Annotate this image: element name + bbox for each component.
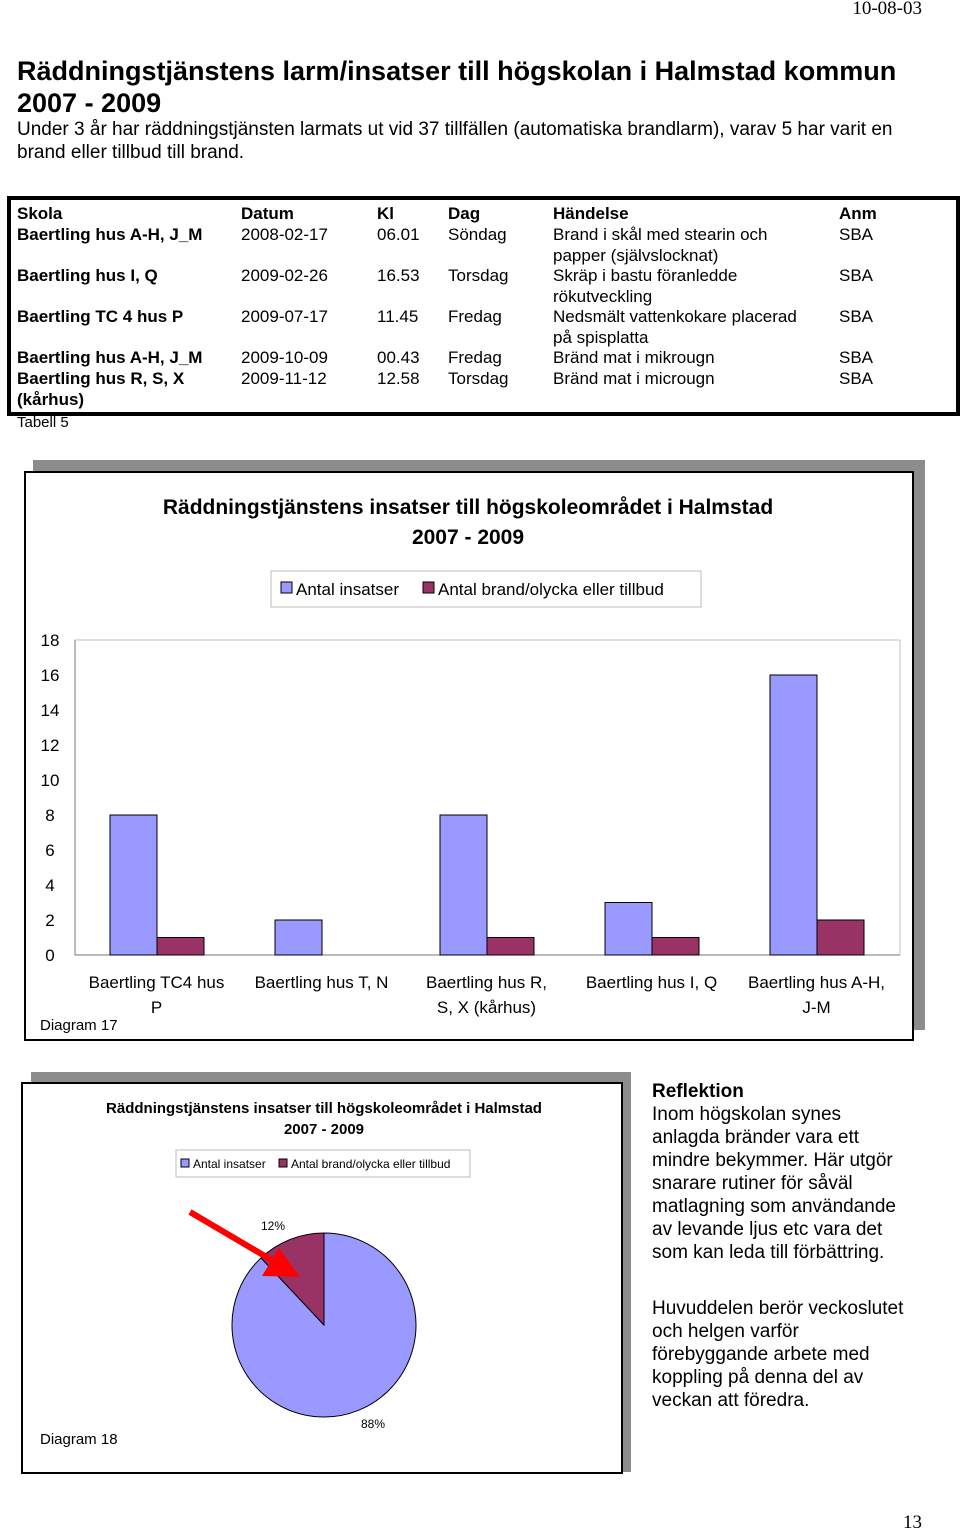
reflection-line: koppling på denna del av [652,1367,864,1388]
y-tick-label: 4 [45,876,55,895]
y-tick-label: 12 [40,736,60,755]
table-cell-anm: SBA [839,225,874,244]
reflection-line: matlagning som användande [652,1196,897,1217]
pie-legend-swatch [181,1159,189,1167]
table-header-cell: Anm [839,204,877,223]
pie-legend-label: Antal brand/olycka eller tillbud [291,1157,451,1171]
legend-swatch [423,582,434,593]
header-date: 10-08-03 [852,0,922,19]
diagram-caption: Diagram 18 [40,1431,118,1448]
x-category-label: P [150,998,163,1017]
table-cell-skola: Baertling hus A-H, J_M [17,348,203,367]
reflection-line: Huvuddelen berör veckoslutet [652,1298,904,1319]
bar-antal-insatser [110,815,157,955]
pie-chart [21,1082,623,1474]
y-tick-label: 10 [40,771,60,790]
x-category-label: Baertling hus I, Q [585,973,718,992]
bar-chart [0,460,960,1050]
table-cell-dag: Fredag [448,307,502,326]
table-cell-datum: 2009-07-17 [241,307,328,326]
pie-title-line: Räddningstjänstens insatser till högskoleområdet i Halmstad [106,1100,542,1117]
y-tick-label: 14 [40,701,60,720]
diagram-caption: Diagram 17 [40,1017,118,1034]
x-category-label: S, X (kårhus) [436,998,537,1017]
pie-legend-label: Antal insatser [193,1157,266,1171]
reflection-line: veckan att föredra. [652,1390,810,1411]
reflection-paragraph-2 [652,1297,942,1412]
bar-antal-insatser [605,903,652,956]
legend-label: Antal brand/olycka eller tillbud [438,580,664,599]
legend-label: Antal insatser [296,580,399,599]
reflection-line: anlagda bränder vara ett [652,1127,860,1148]
reflection-line: som kan leda till förbättring. [652,1242,885,1263]
table-cell-dag: Fredag [448,348,502,367]
table-cell-handelse: rökutveckling [553,287,653,306]
table-cell-kl: 16.53 [377,266,420,285]
y-tick-label: 16 [40,666,60,685]
reflection-section [652,1080,942,1264]
legend-swatch [281,582,292,593]
x-category-label: Baertling hus T, N [254,973,389,992]
bar-antal-brand [487,938,534,956]
page-title: Räddningstjänstens larm/insatser till högskolan i Halmstad kommun 2007 - 2009 [17,56,897,118]
table-cell-handelse: Bränd mat i mikrougn [553,348,715,367]
table-cell-datum: 2009-10-09 [241,348,328,367]
page-number: 13 [903,1512,922,1533]
table-header-cell: Datum [241,204,294,223]
table-cell-dag: Söndag [448,225,507,244]
table-header-cell: Händelse [553,204,629,223]
table-cell-skola: Baertling TC 4 hus P [17,307,184,326]
intro-text: Under 3 år har räddningstjänsten larmats ut vid 37 tillfällen (automatiska brandlarm), varav 5 har varit en brand eller tillbud till brand. [17,119,893,163]
table-cell-skola: (kårhus) [17,390,85,409]
table-cell-kl: 12.58 [377,369,420,388]
table-cell-handelse: Nedsmält vattenkokare placerad [553,307,797,326]
table-header-cell: Dag [448,204,481,223]
bar-antal-brand [652,938,699,956]
table-cell-anm: SBA [839,369,874,388]
bar-antal-insatser [770,675,817,955]
table-header-cell: Kl [377,204,394,223]
table-cell-handelse: papper (självslocknat) [553,246,719,265]
chart-title-line-1: Räddningstjänstens insatser till högskoleområdet i Halmstad [162,496,774,519]
table-cell-dag: Torsdag [448,266,509,285]
table-cell-skola: Baertling hus I, Q [17,266,158,285]
table-cell-datum: 2009-02-26 [241,266,328,285]
table-cell-skola: Baertling hus R, S, X [17,369,185,388]
reflection-heading: Reflektion [652,1081,744,1102]
table-cell-datum: 2008-02-17 [241,225,328,244]
table-cell-anm: SBA [839,307,874,326]
table-cell-kl: 11.45 [377,307,419,326]
chart-title-line-2: 2007 - 2009 [411,526,525,549]
table-cell-kl: 00.43 [377,348,420,367]
pie-label-large: 88% [360,1417,386,1431]
pie-legend-swatch [279,1159,287,1167]
bar-antal-brand [157,938,204,956]
pie-label-small: 12% [260,1219,286,1233]
table-cell-handelse: Skräp i bastu föranledde [553,266,738,285]
table-cell-handelse: på spisplatta [553,328,649,347]
x-category-label: J-M [802,998,831,1017]
x-category-label: Baertling hus A-H, [747,973,886,992]
x-category-label: Baertling hus R, [426,973,547,992]
table-header-cell: Skola [17,204,63,223]
table-cell-handelse: Brand i skål med stearin och [553,225,768,244]
table-cell-anm: SBA [839,348,874,367]
y-tick-label: 0 [45,946,55,965]
y-tick-label: 2 [45,911,55,930]
reflection-line: snarare rutiner för såväl [652,1173,853,1194]
table-cell-kl: 06.01 [377,225,420,244]
table-cell-anm: SBA [839,266,874,285]
reflection-line: förebyggande arbete med [652,1344,870,1365]
table-caption: Tabell 5 [17,414,69,431]
reflection-line: och helgen varför [652,1321,799,1342]
bar-antal-insatser [440,815,487,955]
y-tick-label: 8 [45,806,55,825]
reflection-line: av levande ljus etc vara det [652,1219,883,1240]
table-cell-skola: Baertling hus A-H, J_M [17,225,203,244]
reflection-line: Inom högskolan synes [652,1104,842,1125]
reflection-paragraph-1 [652,1103,942,1264]
pie-title-line: 2007 - 2009 [283,1121,365,1138]
y-tick-label: 6 [45,841,55,860]
x-category-label: Baertling TC4 hus [88,973,225,992]
table-cell-dag: Torsdag [448,369,509,388]
table-cell-handelse: Bränd mat i microugn [553,369,715,388]
table-cell-datum: 2009-11-12 [241,369,327,388]
bar-antal-brand [817,920,864,955]
bar-antal-insatser [275,920,322,955]
y-tick-label: 18 [40,631,60,650]
reflection-line: mindre bekymmer. Här utgör [652,1150,893,1171]
